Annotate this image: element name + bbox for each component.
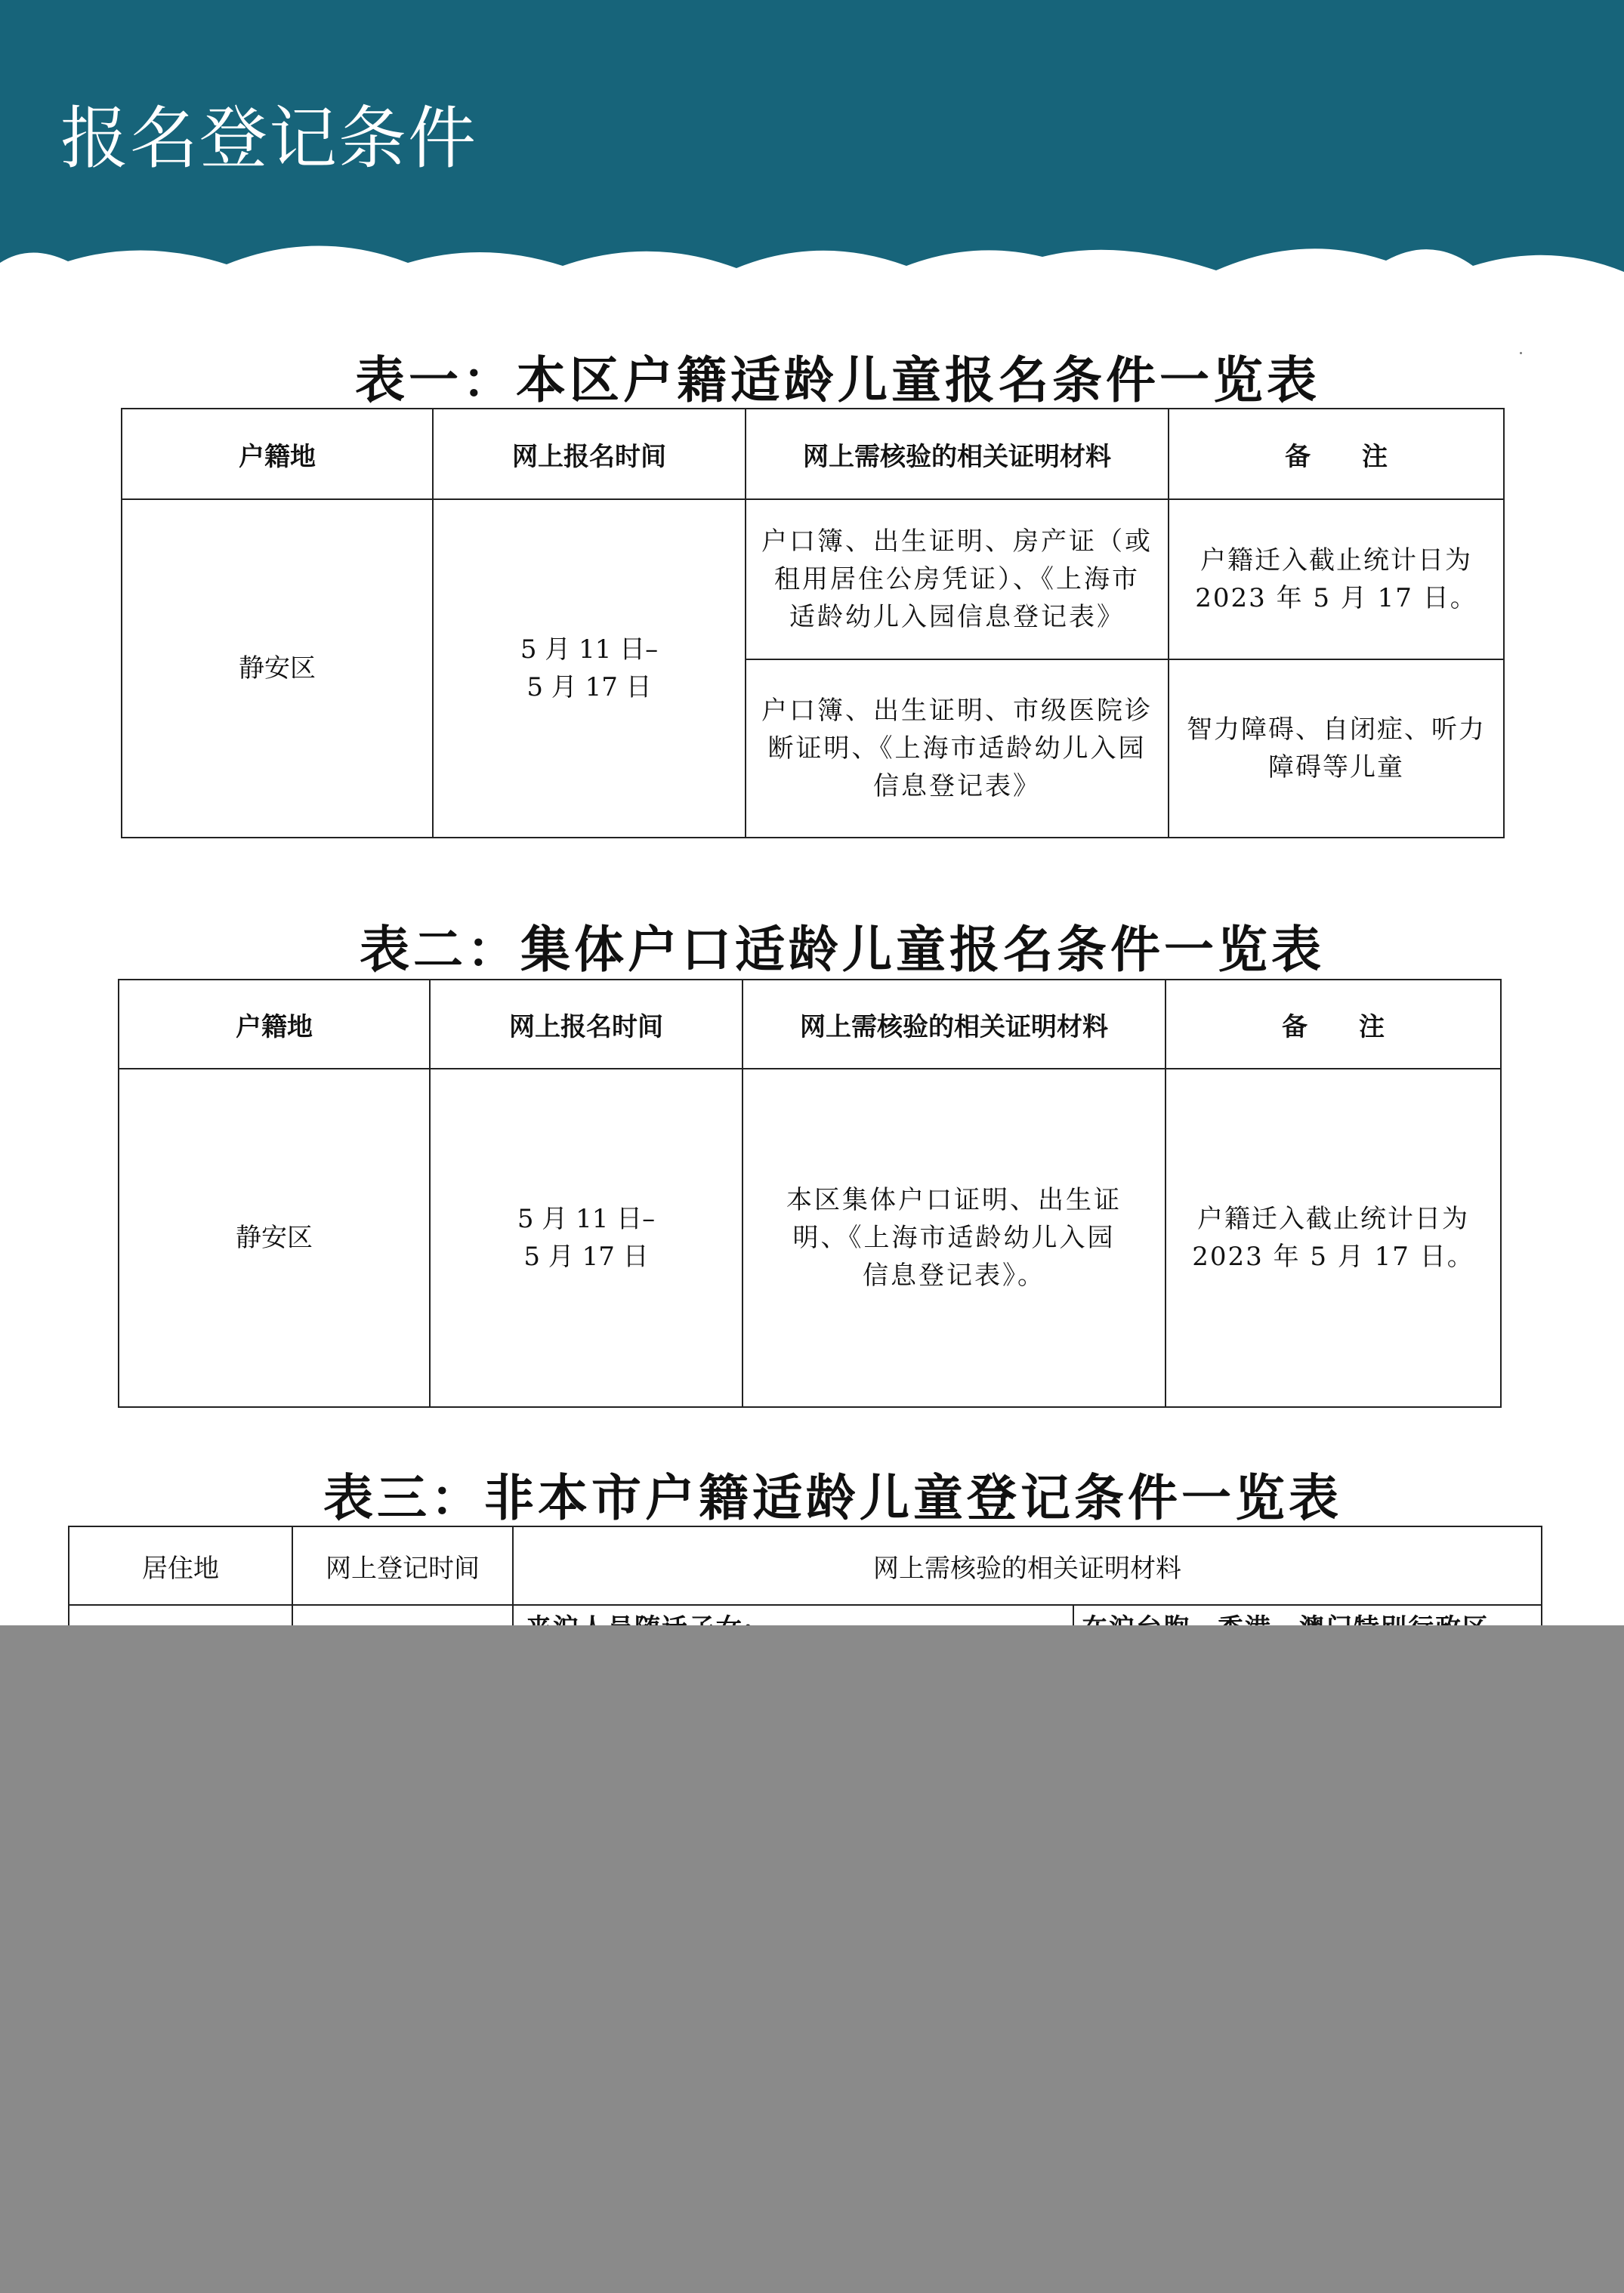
table2-materials: 本区集体户口证明、出生证明、《上海市适龄幼儿入园信息登记表》。 — [743, 1069, 1166, 1407]
table1-header: 备 注 — [1169, 409, 1504, 499]
table1-title: 表一：本区户籍适龄儿童报名条件一览表 — [355, 350, 1320, 409]
table3-header: 网上需核验的相关证明材料 — [513, 1526, 1542, 1605]
table1-note: 户籍迁入截止统计日为 2023 年 5 月 17 日。 — [1169, 499, 1504, 659]
table3-header: 网上登记时间 — [292, 1526, 513, 1605]
table1-note: 智力障碍、自闭症、听力障碍等儿童 — [1169, 659, 1504, 838]
table2-title: 表二：集体户口适龄儿童报名条件一览表 — [360, 920, 1325, 979]
table3-header: 居住地 — [69, 1526, 292, 1605]
table2-header: 户籍地 — [119, 980, 430, 1069]
table2 — [118, 979, 1502, 1408]
table1-time: 5 月 11 日– 5 月 17 日 — [433, 499, 746, 838]
table2-header: 网上需核验的相关证明材料 — [743, 980, 1166, 1069]
table2-district: 静安区 — [119, 1069, 430, 1407]
table1-materials: 户口簿、出生证明、市级医院诊断证明、《上海市适龄幼儿入园信息登记表》 — [746, 659, 1169, 838]
table2-time: 5 月 11 日– 5 月 17 日 — [430, 1069, 743, 1407]
page-header — [0, 0, 1624, 287]
table1-materials: 户口簿、出生证明、房产证（或租用居住公房凭证）、《上海市适龄幼儿入园信息登记表》 — [746, 499, 1169, 659]
table2-note: 户籍迁入截止统计日为 2023 年 5 月 17 日。 — [1166, 1069, 1501, 1407]
table2-header: 备 注 — [1166, 980, 1501, 1069]
table1-header: 网上报名时间 — [433, 409, 746, 499]
speck — [1520, 352, 1522, 354]
page-title: 报名登记条件 — [60, 99, 477, 178]
table2-header: 网上报名时间 — [430, 980, 743, 1069]
gray-overlay — [0, 1625, 1624, 2293]
table1-district: 静安区 — [122, 499, 433, 838]
table1-header: 网上需核验的相关证明材料 — [746, 409, 1169, 499]
table3-title: 表三：非本市户籍适龄儿童登记条件一览表 — [323, 1468, 1342, 1527]
table1-header: 户籍地 — [122, 409, 433, 499]
table1 — [121, 408, 1505, 838]
